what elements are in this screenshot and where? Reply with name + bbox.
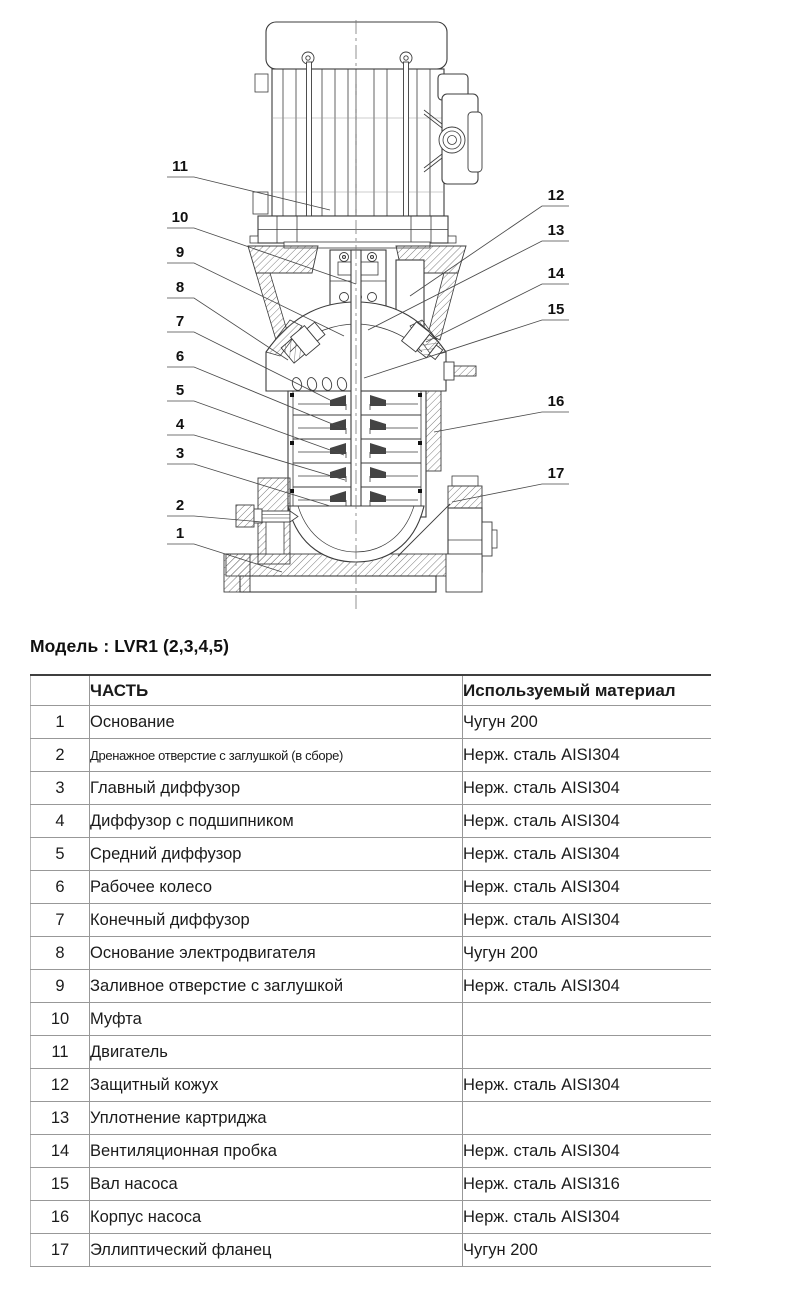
pump-cross-section-diagram [0,0,789,632]
table-row: 6 Рабочее колесо Нерж. сталь AISI304 [31,871,712,904]
callout-2: 2 [175,497,185,514]
callout-4: 4 [175,416,185,433]
col-header-part: ЧАСТЬ [90,675,463,706]
table-row: 17 Эллиптический фланец Чугун 200 [31,1234,712,1267]
table-row: 5 Средний диффузор Нерж. сталь AISI304 [31,838,712,871]
col-header-num [31,675,90,706]
callout-15: 15 [547,301,565,318]
callout-5: 5 [175,382,185,399]
table-row: 13 Уплотнение картриджа [31,1102,712,1135]
callout-17: 17 [547,465,565,482]
callout-14: 14 [547,265,565,282]
table-row: 2 Дренажное отверстие с заглушкой (в сборе) Нерж. сталь AISI304 [31,739,712,772]
callout-16: 16 [547,393,565,410]
model-title: Модель : LVR1 (2,3,4,5) [30,636,230,656]
callout-6: 6 [175,348,185,365]
callout-11: 11 [172,158,188,175]
callout-9: 9 [175,244,185,261]
table-row: 15 Вал насоса Нерж. сталь AISI316 [31,1168,712,1201]
callout-10: 10 [171,209,189,226]
table-row: 10 Муфта [31,1003,712,1036]
parts-materials-table [30,674,711,1267]
table-header-row [31,675,712,706]
callout-1: 1 [175,525,185,542]
table-row: 7 Конечный диффузор Нерж. сталь AISI304 [31,904,712,937]
table-row: 16 Корпус насоса Нерж. сталь AISI304 [31,1201,712,1234]
callout-7: 7 [175,313,185,330]
table-row: 9 Заливное отверстие с заглушкой Нерж. сталь AISI304 [31,970,712,1003]
callout-3: 3 [175,445,185,462]
table-row: 11 Двигатель [31,1036,712,1069]
callout-12: 12 [547,187,565,204]
callout-8: 8 [175,279,185,296]
table-row: 4 Диффузор с подшипником Нерж. сталь AISI304 [31,805,712,838]
pump-drawing [0,0,789,632]
table-row: 14 Вентиляционная пробка Нерж. сталь AISI304 [31,1135,712,1168]
table-row: 8 Основание электродвигателя Чугун 200 [31,937,712,970]
callout-13: 13 [547,222,565,239]
table-row: 12 Защитный кожух Нерж. сталь AISI304 [31,1069,712,1102]
table-row: 1 Основание Чугун 200 [31,706,712,739]
col-header-material: Используемый материал [463,675,712,706]
table-row: 3 Главный диффузор Нерж. сталь AISI304 [31,772,712,805]
